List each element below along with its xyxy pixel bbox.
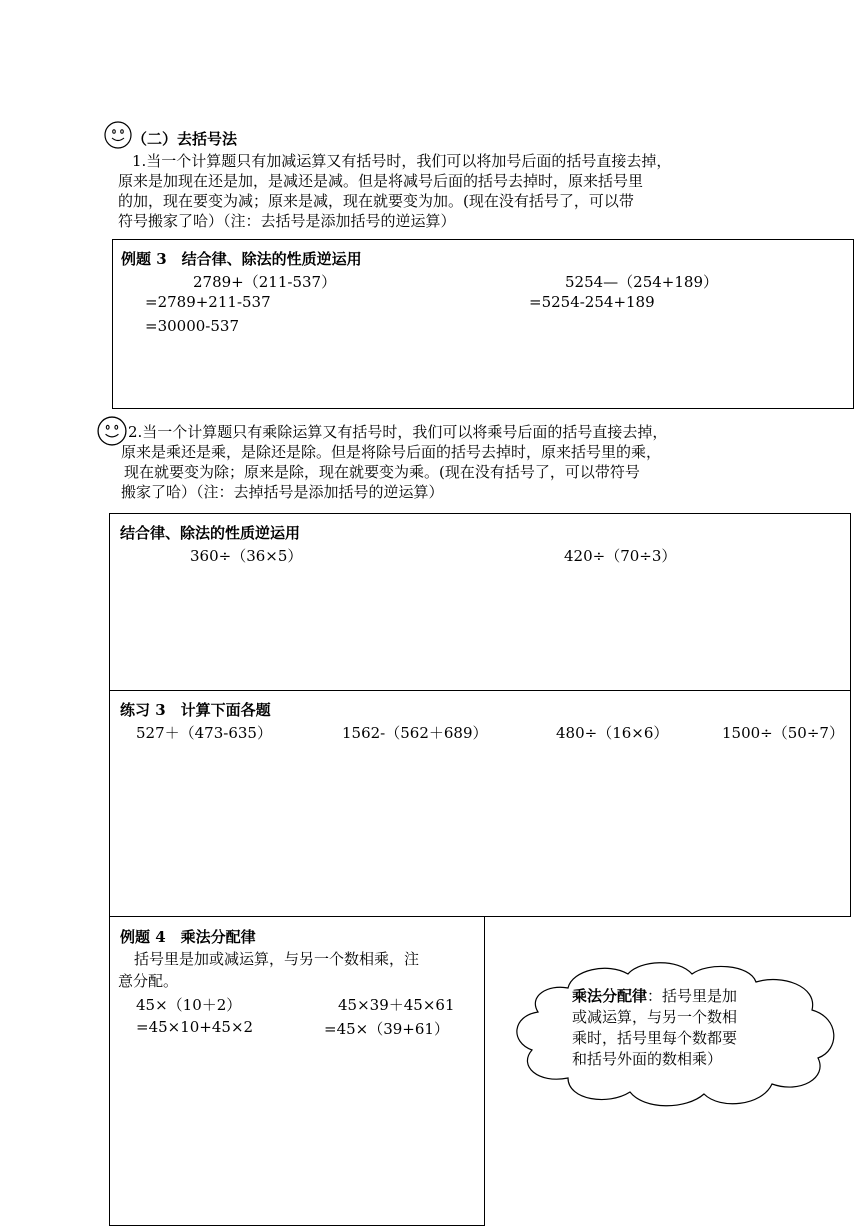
properties-expr-1: 360÷（36×5） — [190, 547, 303, 565]
practice-item-3: 480÷（16×6） — [556, 724, 669, 742]
smiley-face-icon — [104, 121, 132, 149]
practice-item-2: 1562-（562＋689） — [342, 724, 488, 742]
example-3-left-step1: =2789+211-537 — [145, 293, 271, 311]
properties-box — [109, 513, 851, 691]
example-4-box — [109, 916, 485, 1226]
cloud-callout-bold: 乘法分配律 — [572, 987, 648, 1005]
paragraph-2-cont: 原来是乘还是乘，是除还是除。但是将除号后面的括号去掉时，原来括号里的乘， 现在就要变为除；原来是除，现在就要变为乘。(现在没有括号了，可以带符号 搬家了哈）（注：去掉括号是添加括号的逆运算） — [121, 443, 662, 501]
example-3-right-step1: =5254-254+189 — [529, 293, 655, 311]
practice-item-1: 527＋（473-635） — [136, 724, 272, 742]
paragraph-1: 1.当一个计算题只有加减运算又有括号时，我们可以将加号后面的括号直接去掉， — [132, 152, 672, 170]
example-4-left-expr: 45×（10＋2） — [136, 996, 242, 1014]
example-3-title: 例题 3 结合律、除法的性质逆运用 — [121, 250, 362, 268]
practice-3-box — [109, 690, 851, 917]
example-4-right-step: =45×（39+61） — [324, 1020, 449, 1038]
cloud-callout-text: 乘法分配律：括号里是加 或减运算，与另一个数相 乘时，括号里每个数都要 和括号外面的数相乘） — [572, 987, 738, 1068]
example-3-box — [112, 239, 854, 409]
section-title: （二）去括号法 — [132, 130, 238, 148]
example-3-left-step2: =30000-537 — [145, 317, 239, 335]
example-3-right-expr: 5254—（254+189） — [565, 273, 719, 291]
example-4-right-expr: 45×39＋45×61 — [338, 996, 455, 1014]
properties-expr-2: 420÷（70÷3） — [564, 547, 677, 565]
example-4-title: 例题 4 乘法分配律 — [120, 928, 256, 946]
example-3-left-expr: 2789+（211-537） — [193, 273, 337, 291]
properties-title: 结合律、除法的性质逆运用 — [120, 524, 301, 542]
example-4-desc-2: 意分配。 — [118, 972, 179, 990]
example-4-left-step: =45×10+45×2 — [136, 1018, 254, 1036]
paragraph-2: 2.当一个计算题只有乘除运算又有括号时，我们可以将乘号后面的括号直接去掉， — [128, 423, 668, 441]
practice-item-4: 1500÷（50÷7） — [722, 724, 844, 742]
example-4-desc-1: 括号里是加或减运算，与另一个数相乘，注 — [134, 950, 420, 968]
paragraph-1-cont: 原来是加现在还是加，是减还是减。但是将减号后面的括号去掉时，原来括号里 的加，现在要变为减；原来是减，现在就要变为加。(现在没有括号了，可以带 符号搬家了哈）（注：去括号是添加括号的逆运算） — [118, 172, 644, 230]
practice-3-title: 练习 3 计算下面各题 — [120, 701, 271, 719]
